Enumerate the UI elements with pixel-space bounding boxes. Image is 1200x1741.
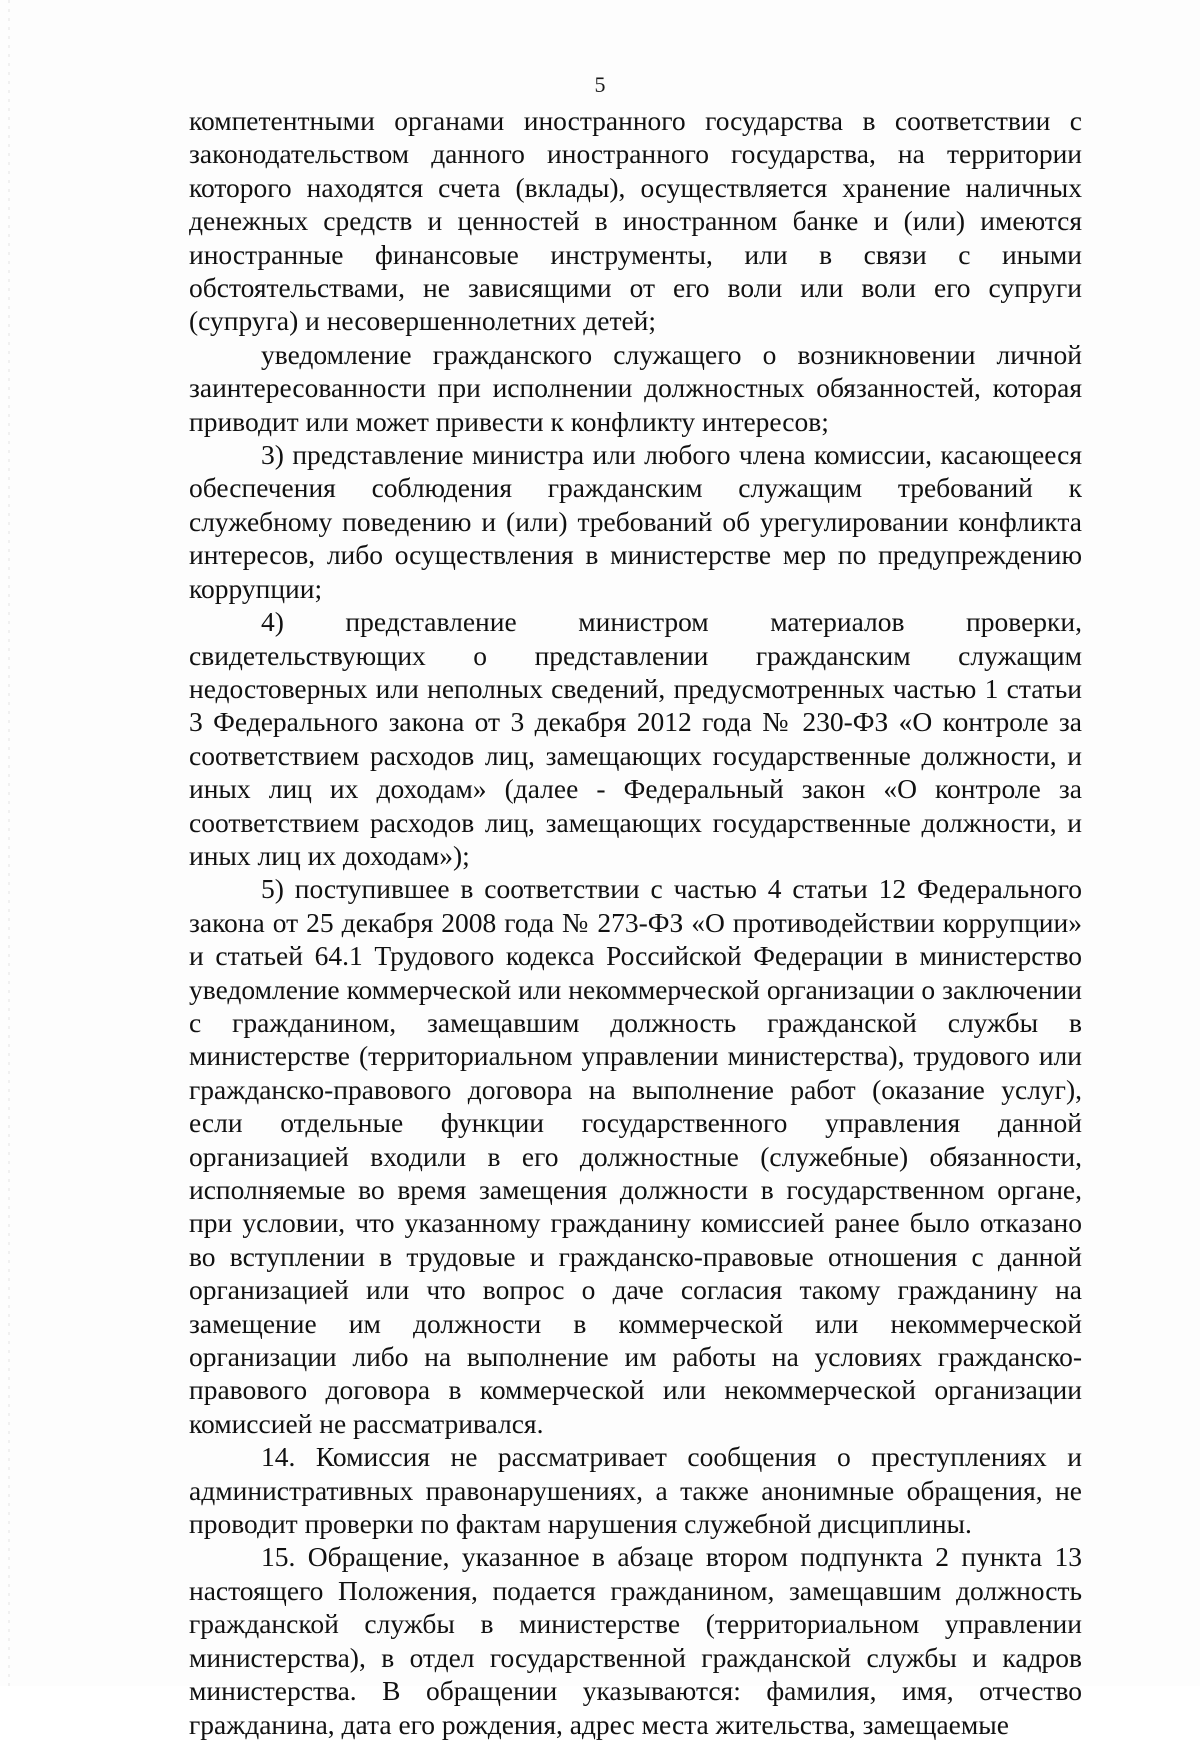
scan-edge-artifact [8,0,10,1686]
paragraph: уведомление гражданского служащего о возникновении личной заинтересованности при исполнении должностных обязанностей, которая приводит или может привести к конфликту интересов; [189,338,1082,437]
paragraph: 3) представление министра или любого члена комиссии, касающееся обеспечения соблюдения гражданским служащим требований к служебному поведению и (или) требований об урегулировании конфликта интересов, либо осуществления в министерстве мер по предупреждению коррупции; [189,439,1082,604]
paragraph: 4) представление министром материалов проверки, свидетельствующих о представлении гражданским служащим недостоверных или неполных сведений, предусмотренных частью 1 статьи 3 Федерального закона от 3 декабря 2012 года № 230-ФЗ «О контроле за соответствием расходов лиц, замещающих государственные должности, и иных лиц их доходам» (далее - Федеральный закон «О контроле за соответствием расходов лиц, замещающих государственные должности, и иных лиц их доходам»); [189,606,1082,871]
paragraph: 5) поступившее в соответствии с частью 4 статьи 12 Федерального закона от 25 декабря 2008 года № 273-ФЗ «О противодействии коррупции» и статьей 64.1 Трудового кодекса Российской Федерации в министерство уведомление коммерческой или некоммерческой организации о заключении с гражданином, замещавшим должность гражданской службы в министерстве (территориальном управлении министерства), трудового или гражданско-правового договора на выполнение работ (оказание услуг), если отдельные функции государственного управления данной организацией входили в его должностные (служебные) обязанности, исполняемые во время замещения должности в государственном органе, при условии, что указанному гражданину комиссией ранее было отказано во вступлении в трудовые и гражданско-правовые отношения с данной организацией или что вопрос о даче согласия такому гражданину на замещение им должности в коммерческой или некоммерческой организации либо на выполнение им работы на условиях гражданско-правового договора в коммерческой или некоммерческой организации комиссией не рассматривался. [189,873,1082,1439]
page-number: 5 [594,72,606,97]
paragraph: 15. Обращение, указанное в абзаце втором подпункта 2 пункта 13 настоящего Положения, подается гражданином, замещавшим должность гражданской службы в министерстве (территориальном управлении министерства), в отдел государственной гражданской службы и кадров министерства. В обращении указываются: фамилия, имя, отчество гражданина, дата его рождения, адрес места жительства, замещаемые [189,1541,1082,1740]
document-body [189,104,1082,1741]
paragraph: компетентными органами иностранного государства в соответствии с законодательством данного иностранного государства, на территории которого находятся счета (вклады), осуществляется хранение наличных денежных средств и ценностей в иностранном банке и (или) имеются иностранные финансовые инструменты, или в связи с иными обстоятельствами, не зависящими от его воли или воли его супруги (супруга) и несовершеннолетних детей; [189,105,1082,337]
paragraph: 14. Комиссия не рассматривает сообщения о преступлениях и административных правонарушениях, а также анонимные обращения, не проводит проверки по фактам нарушения служебной дисциплины. [189,1441,1082,1540]
